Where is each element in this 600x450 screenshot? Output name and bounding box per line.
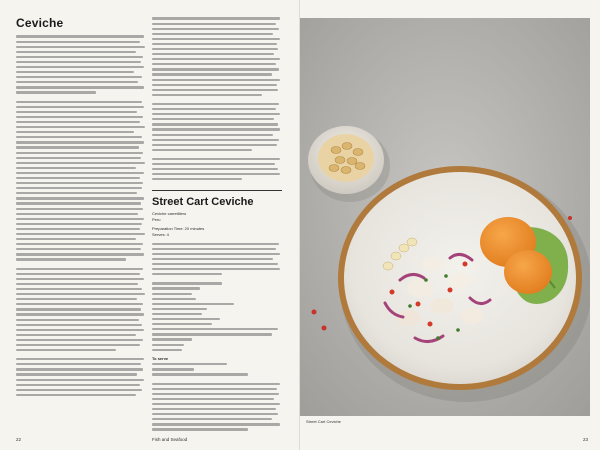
recipe-region: Peru	[152, 216, 161, 222]
recipe-serves: Serves: 4	[152, 231, 169, 237]
recipe-subtitle: Ceviche carretillero	[152, 210, 187, 216]
body-text-block-6	[152, 102, 282, 153]
recipe-intro-text	[152, 241, 282, 277]
ingredients-list	[152, 281, 282, 352]
body-text-block-1	[16, 34, 146, 95]
to-serve-list	[152, 362, 282, 377]
recipe-title: Street Cart Ceviche	[152, 195, 254, 208]
recipe-rule	[152, 190, 282, 191]
body-text-block-4	[16, 357, 146, 398]
ceviche-illustration	[300, 18, 590, 416]
recipe-prep-time: Preparation Time: 20 minutes	[152, 226, 205, 232]
left-column	[16, 16, 146, 397]
method-text	[152, 381, 282, 432]
to-serve-heading: To serve	[152, 356, 169, 362]
middle-column	[152, 16, 282, 432]
right-page-number: 23	[582, 437, 588, 442]
cancha-corn	[318, 134, 374, 182]
ceviche-photo	[300, 18, 590, 416]
left-page-number: 22	[16, 437, 22, 442]
body-text-block-5	[152, 16, 282, 98]
body-text-block-3	[16, 266, 146, 353]
sweet-potato-2	[504, 250, 552, 294]
body-text-block-2	[16, 99, 146, 262]
photo-caption: Street Cart Ceviche	[306, 419, 341, 424]
section-title: Ceviche	[16, 16, 64, 30]
running-head: Fish and Seafood	[152, 437, 188, 442]
body-text-block-7	[152, 156, 282, 181]
